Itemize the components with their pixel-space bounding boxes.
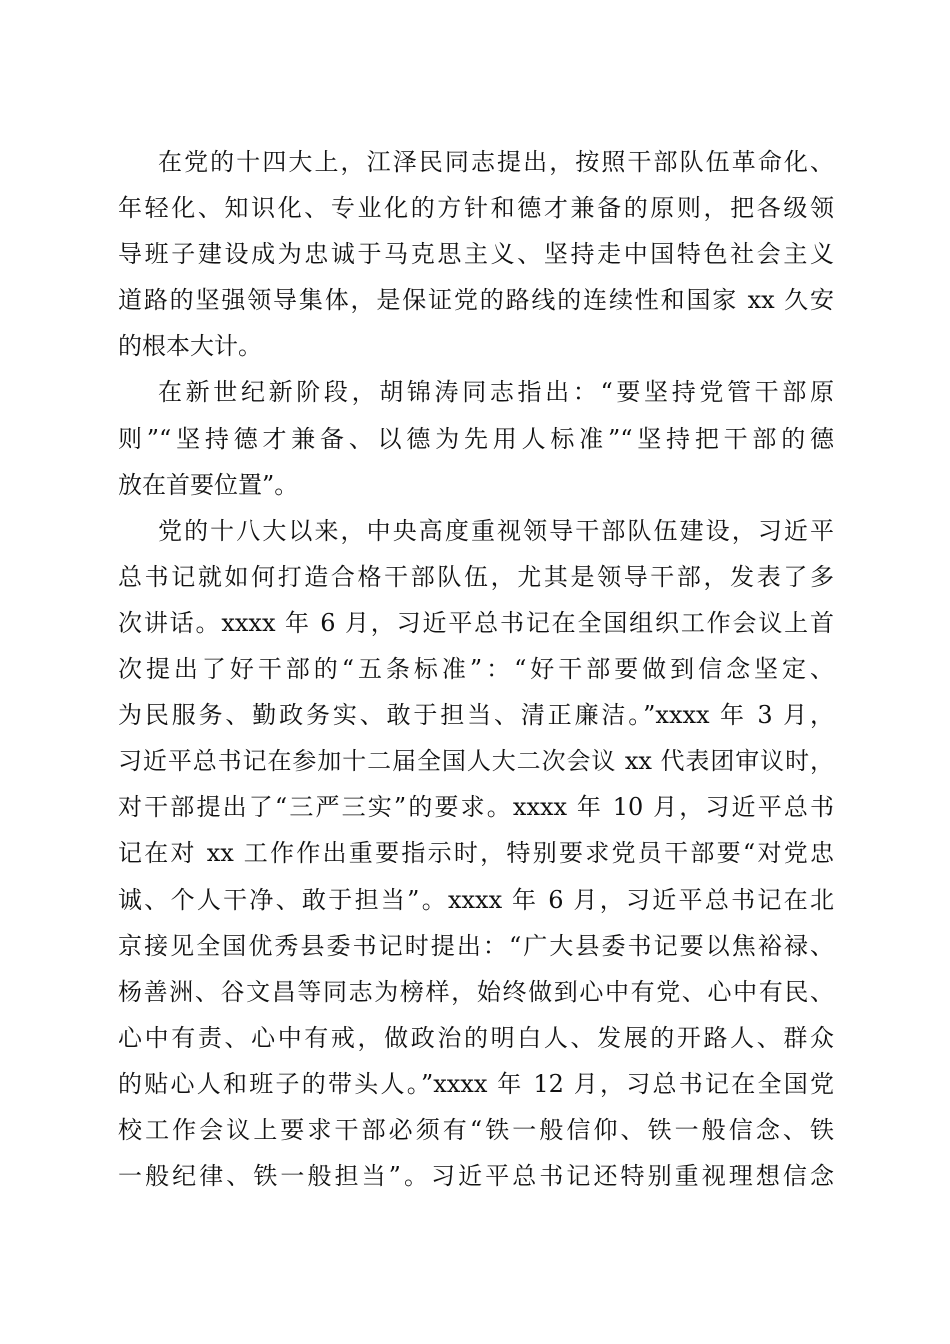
paragraph-line: 杨善洲、谷文昌等同志为榜样，始终做到心中有党、心中有民、 (118, 977, 834, 1006)
paragraph-line: 校工作会议上要求干部必须有“铁一般信仰、铁一般信念、铁 (118, 1115, 834, 1144)
paragraph-3 (118, 508, 834, 1199)
paragraph-line: 诚、个人干净、敢于担当”。xxxx 年 6 月，习近平总书记在北 (118, 885, 834, 914)
paragraph-line: 一般纪律、铁一般担当”。习近平总书记还特别重视理想信念 (118, 1162, 834, 1191)
paragraph-line: 在新世纪新阶段，胡锦涛同志指出：“要坚持党管干部原 (158, 378, 834, 407)
paragraph-line: 则”“坚持德才兼备、以德为先用人标准”“坚持把干部的德 (118, 424, 834, 453)
paragraph-line: 的贴心人和班子的带头人。”xxxx 年 12 月，习总书记在全国党 (118, 1069, 834, 1098)
paragraph-line: 对干部提出了“三严三实”的要求。xxxx 年 10 月，习近平总书 (118, 793, 834, 822)
paragraph-line: 次提出了好干部的“五条标准”：“好干部要做到信念坚定、 (118, 655, 834, 684)
paragraph-line: 道路的坚强领导集体，是保证党的路线的连续性和国家 xx 久安 (118, 286, 834, 315)
paragraph-line: 心中有责、心中有戒，做政治的明白人、发展的开路人、群众 (118, 1023, 834, 1052)
paragraph-line: 导班子建设成为忠诚于马克思主义、坚持走中国特色社会主义 (118, 240, 834, 269)
paragraph-2 (118, 369, 834, 507)
paragraph-line: 的根本大计。 (118, 332, 262, 361)
document-body (118, 139, 834, 1199)
paragraph-line: 在党的十四大上，江泽民同志提出，按照干部队伍革命化、 (158, 148, 834, 176)
paragraph-line: 为民服务、勤政务实、敢于担当、清正廉洁。”xxxx 年 3 月， (118, 701, 834, 730)
paragraph-line: 总书记就如何打造合格干部队伍，尤其是领导干部，发表了多 (118, 562, 834, 591)
paragraph-line: 党的十八大以来，中央高度重视领导干部队伍建设，习近平 (158, 516, 834, 545)
paragraph-line: 次讲话。xxxx 年 6 月，习近平总书记在全国组织工作会议上首 (118, 608, 834, 637)
paragraph-line: 习近平总书记在参加十二届全国人大二次会议 xx 代表团审议时， (118, 747, 834, 776)
paragraph-line: 京接见全国优秀县委书记时提出：“广大县委书记要以焦裕禄、 (118, 931, 834, 960)
paragraph-line: 放在首要位置”。 (118, 470, 299, 499)
paragraph-1 (118, 139, 834, 369)
paragraph-line: 记在对 xx 工作作出重要指示时，特别要求党员干部要“对党忠 (118, 839, 834, 868)
paragraph-line: 年轻化、知识化、专业化的方针和德才兼备的原则，把各级领 (118, 194, 834, 223)
